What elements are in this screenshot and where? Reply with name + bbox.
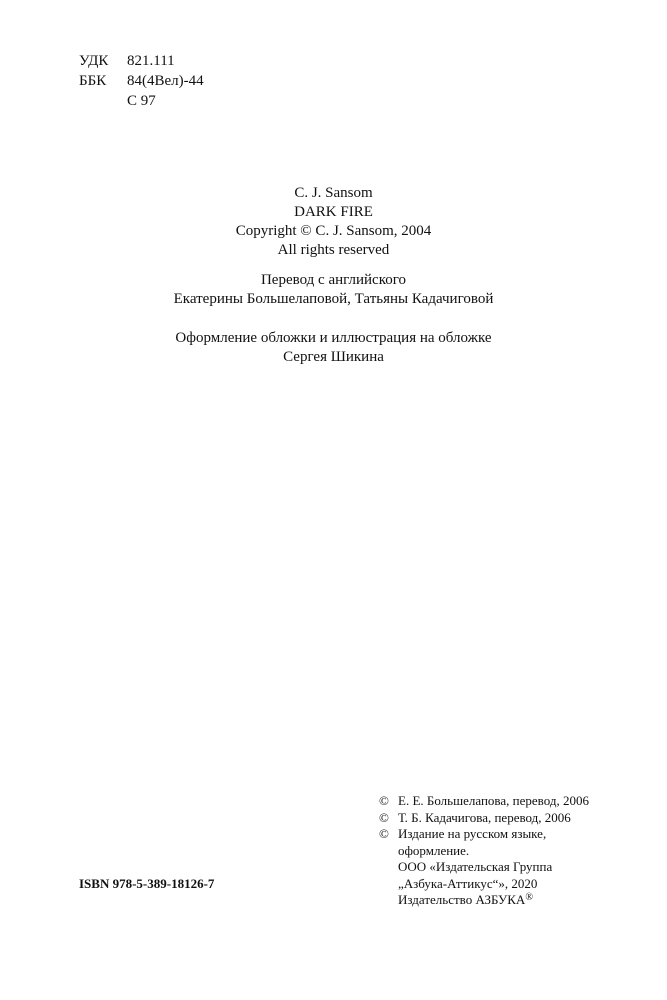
translation-credit-block bbox=[0, 271, 667, 309]
original-title: DARK FIRE bbox=[294, 204, 373, 220]
cover-line-1: Оформление обложки и иллюстрация на обложке bbox=[175, 330, 492, 346]
copyright-mark: © bbox=[379, 826, 389, 841]
registered-mark: ® bbox=[525, 892, 533, 903]
copyright-line: Copyright © C. J. Sansom, 2004 bbox=[235, 223, 432, 239]
classification-block bbox=[79, 51, 204, 111]
publisher-name: Издательство АЗБУКА bbox=[398, 892, 526, 907]
udk-label: УДК bbox=[79, 53, 109, 69]
cover-credit-block bbox=[0, 329, 667, 367]
rights-line: All rights reserved bbox=[277, 242, 390, 258]
copyright-entry-continuation: „Азбука-Аттикус“», 2020 bbox=[398, 875, 538, 891]
cover-line-2: Сергея Шикина bbox=[283, 349, 384, 365]
copyright-entry-text: Е. Е. Большелапова, перевод, 2006 bbox=[398, 793, 589, 808]
bbk-value: 84(4Вел)-44 bbox=[127, 73, 204, 89]
copyright-mark: © bbox=[379, 809, 389, 825]
author-name: C. J. Sansom bbox=[294, 185, 373, 201]
isbn: ISBN 978-5-389-18126-7 bbox=[79, 876, 215, 891]
bbk-label: ББК bbox=[79, 73, 107, 89]
copyright-entry-continuation: оформление. bbox=[398, 842, 470, 858]
copyright-entry-continuation: ООО «Издательская Группа bbox=[398, 859, 553, 874]
bbk-row bbox=[79, 71, 204, 91]
original-edition-block bbox=[0, 184, 667, 260]
publisher-line bbox=[379, 892, 589, 909]
copyright-entry-translator-1 bbox=[379, 793, 589, 810]
copyright-entry-edition bbox=[379, 826, 589, 843]
copyright-entry-text: Издание на русском языке, bbox=[398, 826, 547, 841]
copyright-notices bbox=[379, 793, 589, 909]
copyright-entry-translator-2 bbox=[379, 810, 589, 827]
copyright-entry-text: Т. Б. Кадачигова, перевод, 2006 bbox=[398, 809, 571, 825]
author-mark: С 97 bbox=[127, 93, 156, 109]
udk-value: 821.111 bbox=[127, 53, 175, 69]
translation-line-1: Перевод с английского bbox=[260, 272, 407, 288]
translation-line-2: Екатерины Большелаповой, Татьяны Кадачиговой bbox=[173, 291, 494, 307]
udk-row bbox=[79, 51, 204, 71]
copyright-mark: © bbox=[379, 793, 389, 808]
